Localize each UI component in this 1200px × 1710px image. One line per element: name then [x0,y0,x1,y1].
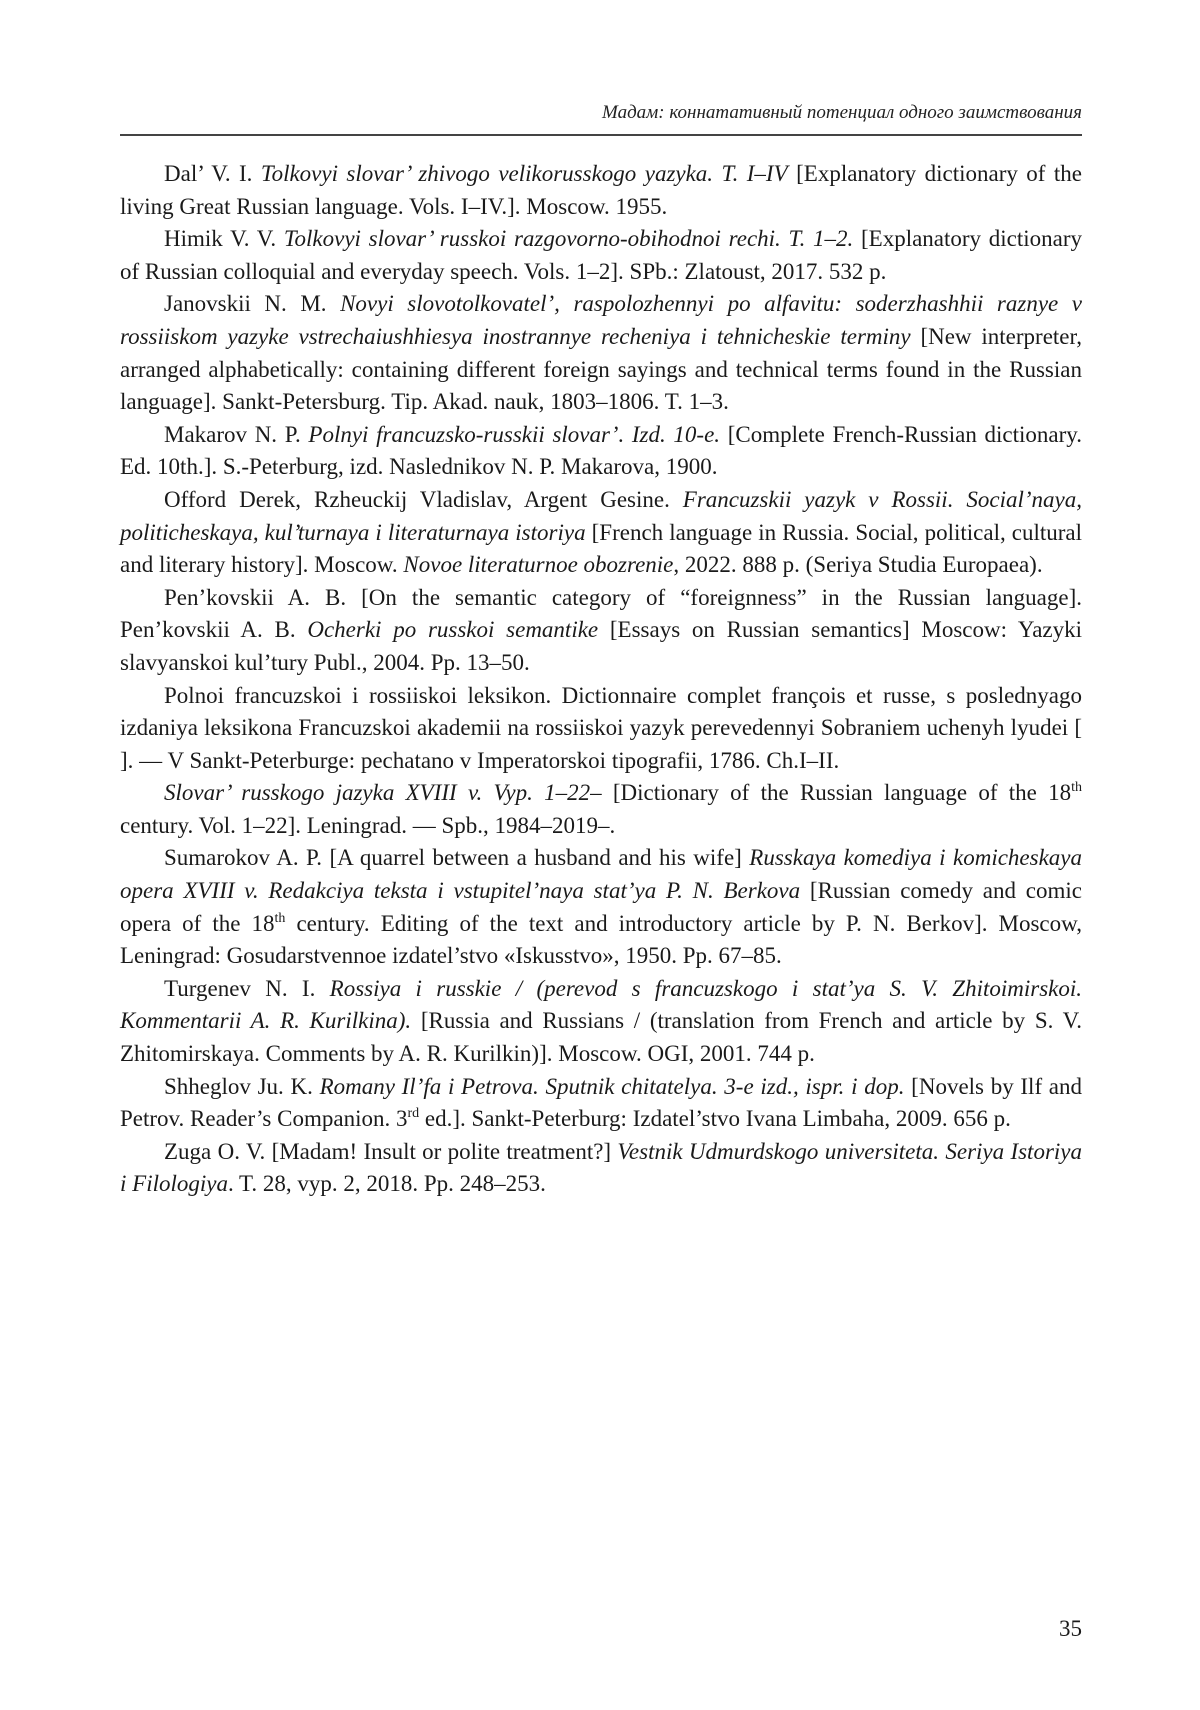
reference-details: [Complete French-Russian dictionary. Ed. 10th.]. S.-Peterburg, izd. Naslednikov N. P. Makarova, 1900. [120,421,1083,480]
reference-item [120,973,1082,1071]
reference-details: [Russia and Russians / (translation from French and article by S. V. Zhitomirskaya. Comments by A. R. Kurilkin)]. Moscow. OGI, 2001. 744 p. [120,1008,1082,1067]
reference-list [120,158,1082,1201]
reference-details: [Explanatory dictionary of Russian colloquial and everyday speech. Vols. 1–2]. SPb.: Zlatoust, 2017. 532 p. [120,226,1082,284]
reference-author: Sumarokov A. P. [A quarrel between a husband and his wife] [164,845,742,871]
reference-author: Pen’kovskii A. B. [On the semantic category of “foreignness” in the Russian language]. Pen’kovskii A. B. [120,584,1082,643]
reference-author: Makarov N. P. [164,421,301,447]
reference-title: Romany Il’fa i Petrova. Sputnik chitatelya. 3-e izd., ispr. i dop. [319,1073,905,1099]
reference-author: Dal’ V. I. [164,161,253,186]
ordinal-superscript: th [274,910,286,926]
reference-item [120,1136,1082,1201]
reference-details: [Russian comedy and comic opera of the 18 [120,878,1082,936]
running-header: Мадам: коннатативный потенциал одного заимствования [602,102,1082,123]
header-rule [120,134,1082,136]
reference-text: Polnoi francuzskoi i rossiiskoi leksikon. Dictionnaire complet françois et russe, s poslednyago izdaniya leksikona Francuzskoi akademii na rossiiskoi yazyk perevedennyi Sobraniem uchenyh lyudei [ ]. — V Sankt-Peterburge: pechatano v Imperatorskoi tipografii, 1786. Ch.I–II. [120,682,1082,773]
reference-title: Francuzskii yazyk v Rossii. Social’naya, politicheskaya, kul’turnaya i literaturnaya istoriya [120,486,1082,545]
reference-details: [Explanatory dictionary of the living Great Russian language. Vols. I–IV.]. Moscow. 1955. [120,161,1083,219]
reference-details: . T. 28, vyp. 2, 2018. Pp. 248–253. [227,1171,546,1197]
reference-details: [French language in Russia. Social, political, cultural and literary history]. Moscow. [120,519,1082,578]
reference-title: Ocherki po russkoi semantike [307,617,599,643]
reference-author: Himik V. V. [164,226,277,252]
reference-item [120,158,1082,223]
reference-title: Rossiya i russkie / (perevod s francuzskogo i stat’ya S. V. Zhitoimirskoi. Kommentarii A. R. Kurilkina). [120,975,1083,1034]
reference-item [120,842,1082,972]
reference-title: Tolkovyi slovar’ zhivogo velikorusskogo yazyka. T. I–IV [260,161,788,186]
ordinal-superscript: rd [407,1106,420,1122]
reference-details: [Dictionary of the Russian language of the 18 [612,780,1072,806]
reference-journal: Novoe literaturnoe obozrenie [403,552,674,578]
reference-details: century. Editing of the text and introductory article by P. N. Berkov]. Moscow, Leningrad: Gosudarstvennoe izdatel’stvo «Iskusstvo», 1950. Pp. 67–85. [120,910,1083,969]
reference-details: ed.]. Sankt-Peterburg: Izdatel’stvo Ivana Limbaha, 2009. 656 p. [424,1106,1011,1132]
reference-author: Shheglov Ju. K. [164,1073,313,1099]
reference-item [120,419,1082,484]
reference-author: Janovskii N. M. [164,291,327,317]
ordinal-superscript: th [1071,780,1082,796]
reference-title: Tolkovyi slovar’ russkoi razgovorno-obihodnoi rechi. T. 1–2. [283,226,854,252]
reference-title: Russkaya komediya i komicheskaya opera XVIII v. Redakciya teksta i vstupitel’naya stat’ya P. N. Berkova [120,845,1083,904]
reference-item [120,1071,1082,1136]
reference-item [120,680,1082,778]
reference-item [120,484,1082,582]
reference-item [120,777,1082,842]
reference-details: [Novels by Ilf and Petrov. Reader’s Companion. 3 [120,1073,1083,1132]
reference-title: Slovar’ russkogo jazyka XVIII v. Vyp. 1–22– [164,780,602,806]
reference-title: Polnyi francuzsko-russkii slovar’. Izd. 10-e. [308,421,721,447]
reference-item [120,288,1082,418]
reference-author: Zuga O. V. [Madam! Insult or polite treatment?] [164,1138,612,1164]
reference-item [120,223,1082,288]
reference-author: Offord Derek, Rzheuckij Vladislav, Argent Gesine. [164,486,670,512]
page-number: 35 [1059,1616,1082,1641]
reference-item [120,582,1082,680]
reference-details: [Essays on Russian semantics] Moscow: Yazyki slavyanskoi kul’tury Publ., 2004. Pp. 13–50. [120,617,1083,675]
reference-details: century. Vol. 1–22]. Leningrad. — Spb., 1984–2019–. [120,812,616,838]
reference-details: , 2022. 888 p. (Seriya Studia Europaea). [673,552,1043,578]
reference-title: Novyi slovotolkovatel’, raspolozhennyi po alfavitu: soderzhashhii raznye v rossiiskom yazyke vstrechaiushhiesya inostrannye recheniya i tehnicheskie terminy [120,291,1082,349]
reference-details: [New interpreter, arranged alphabetically: containing different foreign sayings and technical terms found in the Russian language]. Sankt-Petersburg. Tip. Akad. nauk, 1803–1806. T. 1–3. [120,323,1082,415]
reference-author: Turgenev N. I. [164,975,316,1001]
reference-title: Vestnik Udmurdskogo universiteta. Seriya Istoriya i Filologiya [120,1138,1082,1197]
